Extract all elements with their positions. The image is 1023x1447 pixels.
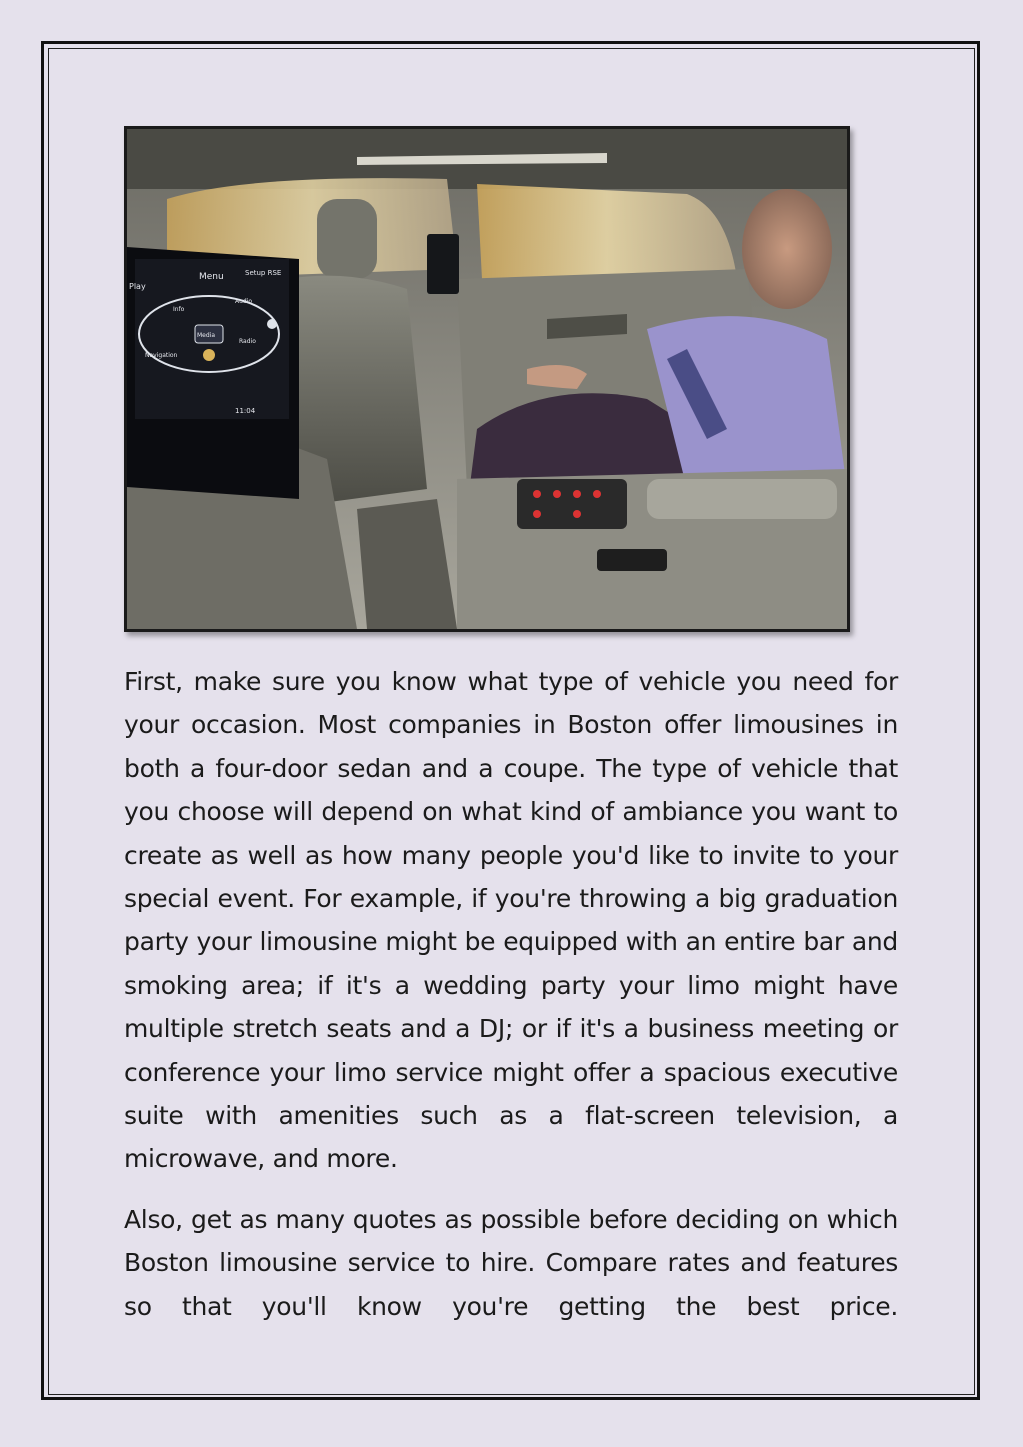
screen-play-label: Play — [129, 282, 146, 291]
screen-info-label: Info — [173, 306, 185, 313]
paragraph-quotes: Also, get as many quotes as possible before deciding on which Boston limousine service to hire. Compare rates and features so that you'll know you're getting the best price. — [124, 1204, 898, 1321]
screen-setup-label: Setup RSE — [245, 269, 282, 277]
screen-menu-title: Menu — [199, 272, 224, 282]
screen-time-label: 11:04 — [235, 407, 256, 415]
screen-media-label: Media — [197, 332, 216, 339]
limousine-interior-photo — [124, 126, 850, 632]
screen-navigation-label: Navigation — [145, 352, 178, 359]
paragraph-vehicle-type: First, make sure you know what type of vehicle you need for your occasion. Most companies in Boston offer limousines in both a four-door sedan and a coupe. The type of vehicle that you choose will depend on what kind of ambiance you want to create as well as how many people you'd like to invite to your special event. For example, if you're throwing a big graduation party your limousine might be equipped with an entire bar and smoking area; if it's a wedding party your limo might have multiple stretch seats and a DJ; or if it's a business meeting or conference your limo service might offer a spacious executive suite with amenities such as a flat-screen television, a microwave, and more. — [124, 667, 898, 1174]
rear-entertainment-screen — [127, 247, 299, 499]
screen-radio-label: Radio — [239, 338, 256, 345]
article-body — [124, 660, 898, 1328]
photo-illustration — [127, 129, 847, 629]
screen-audio-label: Audio — [235, 298, 253, 305]
